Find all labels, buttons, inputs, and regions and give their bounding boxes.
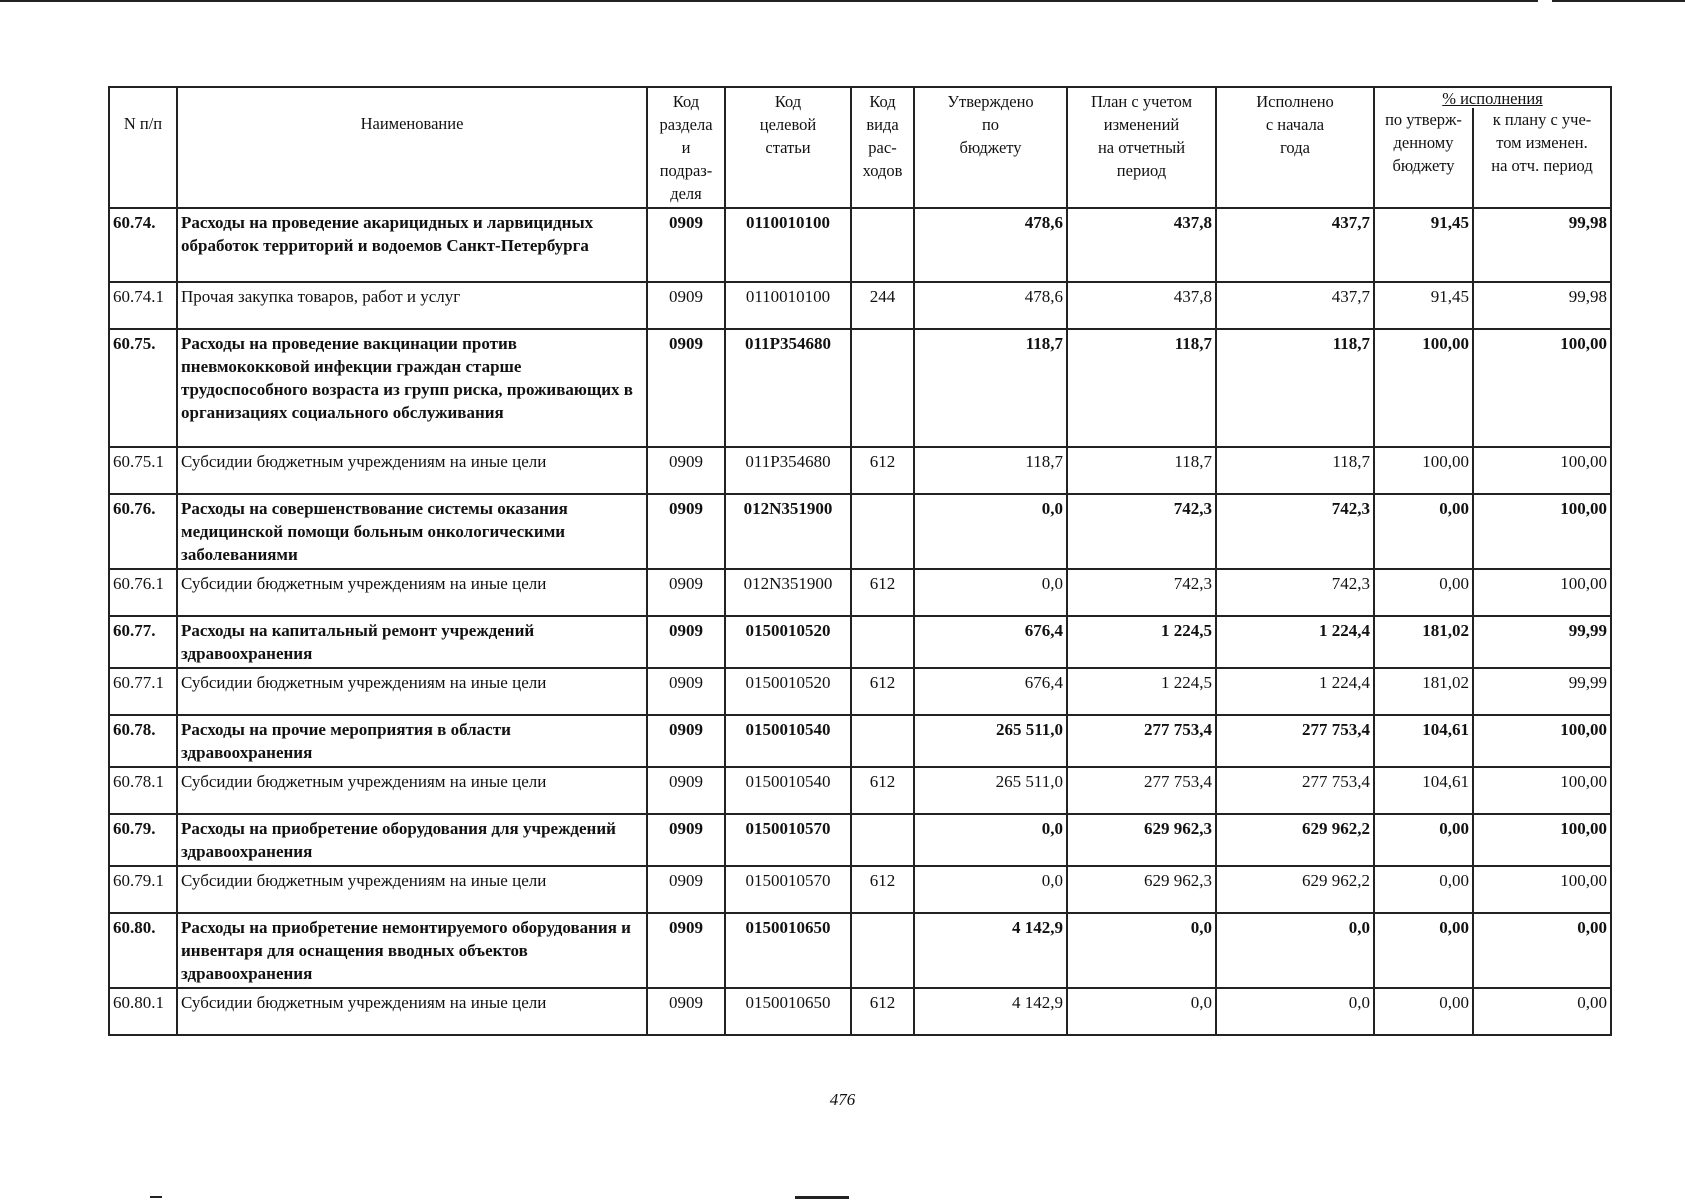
row-target-code: 011P354680 [725,329,851,447]
row-section-code: 0909 [647,913,725,988]
row-name: Расходы на приобретение оборудования для учреждений здравоохранения [177,814,647,866]
row-approved: 4 142,9 [914,988,1067,1035]
row-expense-code [851,814,914,866]
row-name: Расходы на проведение вакцинации против пневмококковой инфекции граждан старше трудоспособного возраста из групп риска, проживающих в организациях социального обслуживания [177,329,647,447]
row-pct-budget: 0,00 [1374,814,1473,866]
row-section-code: 0909 [647,866,725,913]
row-name: Прочая закупка товаров, работ и услуг [177,282,647,329]
row-executed: 437,7 [1216,208,1374,282]
row-num: 60.80.1 [109,988,177,1035]
row-section-code: 0909 [647,208,725,282]
row-target-code: 012N351900 [725,494,851,569]
row-target-code: 0150010520 [725,668,851,715]
row-pct-budget: 0,00 [1374,569,1473,616]
row-executed: 629 962,2 [1216,814,1374,866]
row-pct-plan: 100,00 [1473,767,1611,814]
row-section-code: 0909 [647,767,725,814]
header-percent-group: % исполнения [1374,87,1611,108]
page-number: 476 [829,1090,856,1109]
table-row [109,814,1611,866]
row-name: Расходы на приобретение немонтируемого оборудования и инвентаря для оснащения вводных объектов здравоохранения [177,913,647,988]
header-target-code: Код целевой статьи [725,87,851,208]
row-plan: 437,8 [1067,208,1216,282]
row-executed: 277 753,4 [1216,767,1374,814]
row-expense-code [851,208,914,282]
row-plan: 742,3 [1067,494,1216,569]
row-approved: 0,0 [914,494,1067,569]
row-pct-budget: 100,00 [1374,447,1473,494]
row-num: 60.74. [109,208,177,282]
row-executed: 0,0 [1216,988,1374,1035]
row-executed: 0,0 [1216,913,1374,988]
row-expense-code: 612 [851,988,914,1035]
row-approved: 478,6 [914,282,1067,329]
row-plan: 0,0 [1067,913,1216,988]
row-plan: 277 753,4 [1067,767,1216,814]
row-pct-plan: 100,00 [1473,715,1611,767]
row-num: 60.79. [109,814,177,866]
table-row [109,988,1611,1035]
row-target-code: 0150010520 [725,616,851,668]
bottom-mark-mid [795,1196,849,1199]
row-target-code: 0150010540 [725,715,851,767]
row-approved: 4 142,9 [914,913,1067,988]
row-approved: 676,4 [914,668,1067,715]
row-section-code: 0909 [647,447,725,494]
row-plan: 629 962,3 [1067,814,1216,866]
row-name: Субсидии бюджетным учреждениям на иные цели [177,447,647,494]
row-num: 60.77.1 [109,668,177,715]
row-expense-code: 612 [851,668,914,715]
row-pct-plan: 99,99 [1473,668,1611,715]
row-section-code: 0909 [647,814,725,866]
table-row [109,913,1611,988]
row-plan: 1 224,5 [1067,616,1216,668]
row-pct-plan: 99,99 [1473,616,1611,668]
header-expense-code: Код вида рас- ходов [851,87,914,208]
row-pct-plan: 100,00 [1473,866,1611,913]
row-approved: 118,7 [914,447,1067,494]
row-num: 60.78.1 [109,767,177,814]
row-plan: 437,8 [1067,282,1216,329]
row-pct-budget: 104,61 [1374,715,1473,767]
table-row [109,447,1611,494]
row-executed: 1 224,4 [1216,616,1374,668]
row-plan: 629 962,3 [1067,866,1216,913]
row-executed: 118,7 [1216,329,1374,447]
row-plan: 1 224,5 [1067,668,1216,715]
table-row [109,866,1611,913]
row-name: Субсидии бюджетным учреждениям на иные цели [177,668,647,715]
top-rule-end [1575,0,1615,2]
row-executed: 437,7 [1216,282,1374,329]
row-pct-plan: 100,00 [1473,494,1611,569]
row-pct-budget: 0,00 [1374,494,1473,569]
header-executed: Исполнено с начала года [1216,87,1374,208]
row-approved: 265 511,0 [914,767,1067,814]
table-row [109,208,1611,282]
row-pct-budget: 100,00 [1374,329,1473,447]
row-name: Субсидии бюджетным учреждениям на иные цели [177,569,647,616]
row-target-code: 0150010650 [725,988,851,1035]
top-rule-gap [1538,0,1552,3]
row-pct-plan: 99,98 [1473,282,1611,329]
bottom-mark-left [150,1196,162,1198]
row-target-code: 0150010540 [725,767,851,814]
row-expense-code: 612 [851,447,914,494]
row-executed: 629 962,2 [1216,866,1374,913]
row-num: 60.78. [109,715,177,767]
table-row [109,494,1611,569]
table-row [109,616,1611,668]
header-approved: Утверждено по бюджету [914,87,1067,208]
row-num: 60.76. [109,494,177,569]
row-pct-plan: 100,00 [1473,329,1611,447]
row-name: Субсидии бюджетным учреждениям на иные цели [177,988,647,1035]
table-row [109,329,1611,447]
row-plan: 0,0 [1067,988,1216,1035]
budget-execution-table [108,86,1612,1036]
row-executed: 742,3 [1216,494,1374,569]
row-name: Расходы на совершенствование системы оказания медицинской помощи больным онкологическими заболеваниями [177,494,647,569]
table-row [109,569,1611,616]
row-pct-plan: 0,00 [1473,988,1611,1035]
row-pct-plan: 100,00 [1473,814,1611,866]
header-row-1 [109,87,1611,108]
row-approved: 478,6 [914,208,1067,282]
table-row [109,767,1611,814]
row-section-code: 0909 [647,616,725,668]
row-name: Расходы на капитальный ремонт учреждений здравоохранения [177,616,647,668]
row-plan: 277 753,4 [1067,715,1216,767]
row-pct-plan: 100,00 [1473,569,1611,616]
row-pct-budget: 104,61 [1374,767,1473,814]
header-pct-budget: по утверж- денному бюджету [1374,108,1473,208]
row-target-code: 0110010100 [725,208,851,282]
row-plan: 118,7 [1067,329,1216,447]
header-num: N п/п [109,87,177,208]
top-rule [0,0,1685,2]
row-section-code: 0909 [647,715,725,767]
row-num: 60.75. [109,329,177,447]
row-expense-code [851,329,914,447]
row-section-code: 0909 [647,569,725,616]
row-pct-budget: 0,00 [1374,866,1473,913]
row-expense-code: 612 [851,866,914,913]
header-name: Наименование [177,87,647,208]
row-num: 60.76.1 [109,569,177,616]
row-pct-budget: 0,00 [1374,913,1473,988]
row-section-code: 0909 [647,668,725,715]
row-plan: 118,7 [1067,447,1216,494]
row-target-code: 0110010100 [725,282,851,329]
row-executed: 118,7 [1216,447,1374,494]
row-name: Расходы на прочие мероприятия в области здравоохранения [177,715,647,767]
row-executed: 1 224,4 [1216,668,1374,715]
row-plan: 742,3 [1067,569,1216,616]
row-pct-plan: 99,98 [1473,208,1611,282]
table-row [109,668,1611,715]
row-expense-code: 612 [851,569,914,616]
row-expense-code: 612 [851,767,914,814]
row-pct-budget: 181,02 [1374,616,1473,668]
row-approved: 0,0 [914,814,1067,866]
row-name: Субсидии бюджетным учреждениям на иные цели [177,866,647,913]
header-pct-plan: к плану с уче- том изменен. на отч. период [1473,108,1611,208]
row-approved: 0,0 [914,569,1067,616]
row-num: 60.79.1 [109,866,177,913]
row-approved: 265 511,0 [914,715,1067,767]
row-name: Расходы на проведение акарицидных и ларвицидных обработок территорий и водоемов Санкт-Петербурга [177,208,647,282]
row-name: Субсидии бюджетным учреждениям на иные цели [177,767,647,814]
row-section-code: 0909 [647,988,725,1035]
row-num: 60.80. [109,913,177,988]
row-expense-code [851,913,914,988]
row-approved: 118,7 [914,329,1067,447]
row-target-code: 0150010570 [725,814,851,866]
row-expense-code [851,715,914,767]
row-pct-budget: 91,45 [1374,208,1473,282]
row-expense-code: 244 [851,282,914,329]
row-section-code: 0909 [647,494,725,569]
row-pct-budget: 181,02 [1374,668,1473,715]
row-approved: 676,4 [914,616,1067,668]
row-executed: 742,3 [1216,569,1374,616]
row-target-code: 011P354680 [725,447,851,494]
row-num: 60.74.1 [109,282,177,329]
row-pct-budget: 0,00 [1374,988,1473,1035]
row-section-code: 0909 [647,329,725,447]
row-section-code: 0909 [647,282,725,329]
header-section-code: Код раздела и подраз- деля [647,87,725,208]
row-expense-code [851,616,914,668]
table-row [109,282,1611,329]
table-row [109,715,1611,767]
row-expense-code [851,494,914,569]
row-pct-budget: 91,45 [1374,282,1473,329]
row-pct-plan: 100,00 [1473,447,1611,494]
row-target-code: 0150010570 [725,866,851,913]
row-target-code: 012N351900 [725,569,851,616]
row-pct-plan: 0,00 [1473,913,1611,988]
row-approved: 0,0 [914,866,1067,913]
row-num: 60.77. [109,616,177,668]
header-plan: План с учетом изменений на отчетный период [1067,87,1216,208]
row-target-code: 0150010650 [725,913,851,988]
row-executed: 277 753,4 [1216,715,1374,767]
row-num: 60.75.1 [109,447,177,494]
